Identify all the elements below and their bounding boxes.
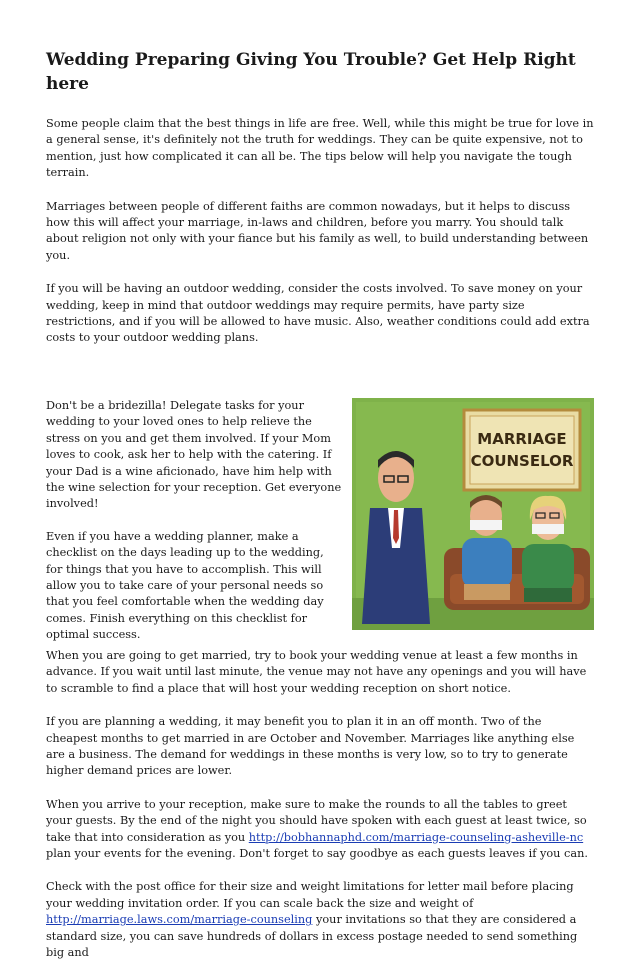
marriage-counselor-cartoon	[352, 398, 594, 630]
paragraph-reception	[46, 797, 594, 863]
text-with-illustration	[46, 398, 594, 642]
paragraph-checklist: Even if you have a wedding planner, make a checklist on the days leading up to the wedding, for things that you have to accomplish. This will allow you to take care of your personal needs so that you feel comfortable when the wedding day comes. Finish everything on this checklist for optimal success.	[46, 529, 324, 642]
paragraph-intro: Some people claim that the best things in life are free. Well, while this might be true for love in a general sense, it's definitely not the truth for weddings. They can be quite expensive, not to mention, just how complicated it can all be. The tips below will help you navigate the tough terrain.	[46, 117, 594, 180]
reception-text-after: plan your events for the evening. Don't forget to say goodbye as each guests leaves if you can.	[46, 846, 588, 860]
paragraph-venue: When you are going to get married, try to book your wedding venue at least a few months in advance. If you wait until last minute, the venue may not have any openings and you will have to scramble to find a place that will host your wedding reception on short notice.	[46, 648, 587, 695]
paragraph-faiths: Marriages between people of different faiths are common nowadays, but it helps to discuss how this will affect your marriage, in-laws and children, before you marry. You should talk about religion not only with your fiance but his family as well, to build understanding between you.	[46, 199, 589, 262]
paragraph-postage	[46, 879, 594, 961]
float-text-column	[46, 398, 342, 660]
page-title: Wedding Preparing Giving You Trouble? Get Help Right here	[46, 50, 576, 94]
marriage-laws-link[interactable]: http://marriage.laws.com/marriage-counseling	[46, 913, 313, 927]
document-page	[46, 48, 594, 978]
paragraph-bridezilla: Don't be a bridezilla! Delegate tasks for your wedding to your loved ones to help relieve the stress on you and get them involved. If your Mom loves to cook, ask her to help with the catering. If your Dad is a wine aficionado, have him help with the wine selection for your reception. Get everyone involved!	[46, 398, 342, 511]
counseling-link[interactable]: http://bobhannaphd.com/marriage-counseling-asheville-nc	[248, 830, 584, 844]
sign-line1: MARRIAGE	[477, 429, 567, 448]
sign-icon	[464, 410, 580, 490]
postage-text-before: Check with the post office for their size and weight limitations for letter mail before placing your wedding invitation order. If you can scale back the size and weight of	[46, 880, 574, 910]
paragraph-off-month: If you are planning a wedding, it may benefit you to plan it in an off month. Two of the cheapest months to get married in are October and November. Marriages like anything else are a business. The demand for weddings in these months is very low, so to try to generate higher demand prices are lower.	[46, 715, 575, 778]
paragraph-outdoor: If you will be having an outdoor wedding, consider the costs involved. To save money on your wedding, keep in mind that outdoor weddings may require permits, have party size restrictions, and if you will be allowed to have music. Also, weather conditions could add extra costs to your outdoor wedding plans.	[46, 282, 590, 345]
postage-text-after: your invitations so that they are considered a standard size, you can save hundreds of dollars in excess postage needed to send something big and	[46, 913, 578, 959]
reception-text-before: When you arrive to your reception, make sure to make the rounds to all the tables to greet your guests. By the end of the night you should have spoken with each guest at least twice, so take that into consideration as you	[46, 797, 587, 844]
spacer	[46, 364, 594, 398]
sign-line2: COUNSELOR	[470, 451, 574, 470]
